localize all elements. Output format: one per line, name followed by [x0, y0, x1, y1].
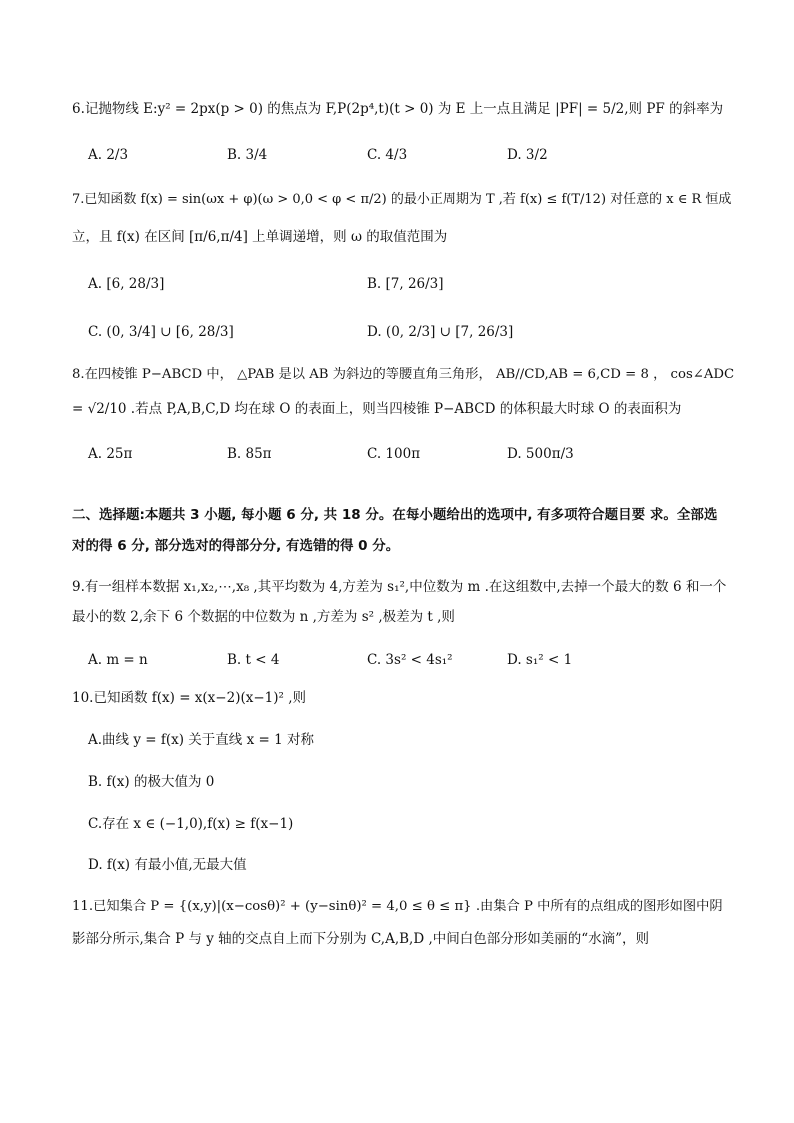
- q8-option-d: D. 500π/3: [507, 446, 574, 462]
- q7-option-d: D. (0, 2/3] ∪ [7, 26/3]: [367, 324, 514, 340]
- section-2-heading-line1: 二、选择题:本题共 3 小题, 每小题 6 分, 共 18 分。在每小题给出的选项中, 有多项符合题目要 求。全部选: [72, 507, 718, 523]
- q10-stem: 10.已知函数 f(x) = x(x−2)(x−1)² ,则: [72, 690, 307, 706]
- q6-option-d: D. 3/2: [507, 147, 548, 163]
- q10-option-c: C.存在 x ∈ (−1,0),f(x) ≥ f(x−1): [88, 816, 294, 832]
- q9-option-b: B. t < 4: [227, 652, 280, 668]
- q10-option-d: D. f(x) 有最小值,无最大值: [88, 857, 247, 873]
- q6-option-c: C. 4/3: [367, 147, 408, 163]
- q10-option-a: A.曲线 y = f(x) 关于直线 x = 1 对称: [88, 732, 314, 748]
- q7-option-c: C. (0, 3/4] ∪ [6, 28/3]: [88, 324, 234, 340]
- q9-option-a: A. m = n: [88, 652, 148, 668]
- q8-option-c: C. 100π: [367, 446, 421, 462]
- section-2-heading-line2: 对的得 6 分, 部分选对的得部分分, 有选错的得 0 分。: [72, 538, 400, 554]
- q8-stem-line2: = √2/10 .若点 P,A,B,C,D 均在球 O 的表面上，则当四棱锥 P−ABCD 的体积最大时球 O 的表面积为: [72, 401, 682, 417]
- q7-stem-line1: 7.已知函数 f(x) = sin(ωx + φ)(ω > 0,0 < φ < π/2) 的最小正周期为 T ,若 f(x) ≤ f(T/12) 对任意的 x ∈ R 恒成: [72, 192, 732, 207]
- q8-option-b: B. 85π: [227, 446, 272, 462]
- q7-stem-line2: 立，且 f(x) 在区间 [π/6,π/4] 上单调递增，则 ω 的取值范围为: [72, 229, 448, 245]
- q9-stem-line1: 9.有一组样本数据 x₁,x₂,⋯,x₈ ,其平均数为 4,方差为 s₁²,中位数为 m .在这组数中,去掉一个最大的数 6 和一个: [72, 579, 727, 595]
- q8-option-a: A. 25π: [88, 446, 133, 462]
- q7-option-a: A. [6, 28/3]: [88, 276, 165, 292]
- q6-option-b: B. 3/4: [227, 147, 268, 163]
- q7-option-b: B. [7, 26/3]: [367, 276, 444, 292]
- q9-option-d: D. s₁² < 1: [507, 652, 573, 668]
- q11-stem-line1: 11.已知集合 P = {(x,y)|(x−cosθ)² + (y−sinθ)² = 4,0 ≤ θ ≤ π} .由集合 P 中所有的点组成的图形如图中阴: [72, 899, 723, 914]
- q6-option-a: A. 2/3: [88, 147, 129, 163]
- q10-option-b: B. f(x) 的极大值为 0: [88, 774, 215, 790]
- q8-stem-line1: 8.在四棱锥 P−ABCD 中， △PAB 是以 AB 为斜边的等腰直角三角形， AB//CD,AB = 6,CD = 8 ， cos∠ADC: [72, 367, 735, 382]
- q11-stem-line2: 影部分所示,集合 P 与 y 轴的交点自上而下分别为 C,A,B,D ,中间白色部分形如美丽的“水滴”，则: [72, 931, 650, 947]
- q6-stem: 6.记抛物线 E:y² = 2px(p > 0) 的焦点为 F,P(2p⁴,t)(t > 0) 为 E 上一点且满足 |PF| = 5/2,则 PF 的斜率为: [72, 101, 724, 117]
- q9-option-c: C. 3s² < 4s₁²: [367, 652, 453, 668]
- q9-stem-line2: 最小的数 2,余下 6 个数据的中位数为 n ,方差为 s² ,极差为 t ,则: [72, 609, 455, 625]
